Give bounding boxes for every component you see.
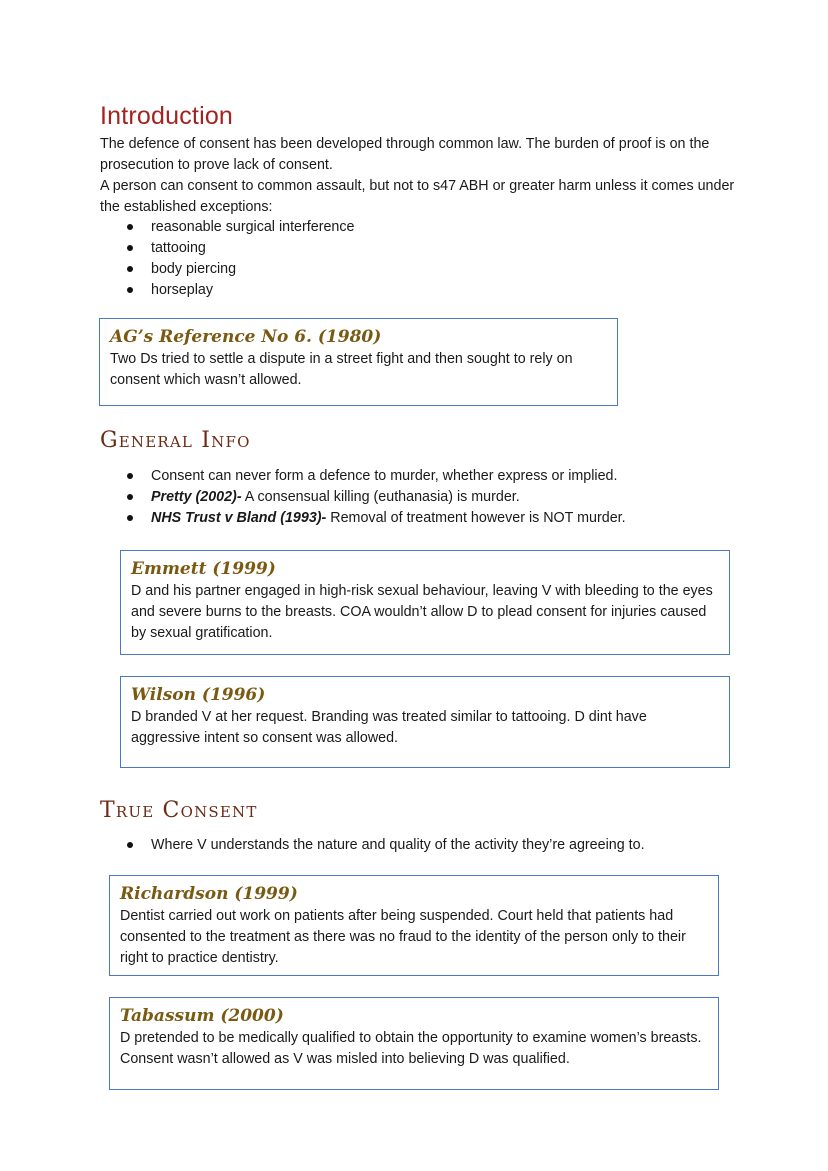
case-citation: Pretty (2002)- (151, 489, 242, 505)
case-summary: Dentist carried out work on patients after being suspended. Court held that patients had consented to the treatment as there was no fraud to the identity of the person only to their right to practice dentistry. (120, 908, 686, 966)
bullet-icon (127, 287, 133, 293)
list-item: NHS Trust v Bland (1993)- Removal of treatment however is NOT murder. (127, 508, 687, 529)
case-title: AG’s Reference No 6. (1980) (110, 327, 382, 347)
list-item: body piercing (127, 259, 354, 280)
bullet-icon (127, 245, 133, 251)
bullet-icon (127, 494, 133, 500)
case-title: Richardson (1999) (120, 884, 298, 904)
case-box-richardson (109, 875, 719, 976)
case-box-tabassum (109, 997, 719, 1090)
true-consent-heading: True Consent (100, 798, 258, 823)
true-consent-list (127, 835, 727, 856)
introduction-heading: Introduction (100, 102, 234, 130)
bullet-icon (127, 473, 133, 479)
case-box-ag-reference (99, 318, 618, 406)
case-title: Tabassum (2000) (120, 1006, 284, 1026)
bullet-icon (127, 266, 133, 272)
bullet-icon (127, 515, 133, 521)
general-info-heading: General Info (100, 428, 251, 453)
general-info-list (127, 466, 687, 529)
case-summary: D branded V at her request. Branding was treated similar to tattooing. D dint have aggressive intent so consent was allowed. (131, 709, 647, 746)
case-summary: D and his partner engaged in high-risk sexual behaviour, leaving V with bleeding to the eyes and severe burns to the breasts. COA wouldn’t allow D to plead consent for injuries caused by sexual gratification. (131, 583, 713, 641)
case-box-wilson (120, 676, 730, 768)
intro-paragraph-exceptions: A person can consent to common assault, but not to s47 ABH or greater harm unless it comes under the established exceptions: (100, 178, 735, 215)
list-item: Consent can never form a defence to murder, whether express or implied. (127, 466, 687, 487)
case-title: Emmett (1999) (131, 559, 276, 579)
case-summary: Two Ds tried to settle a dispute in a street fight and then sought to rely on consent which wasn’t allowed. (110, 351, 573, 388)
case-citation: NHS Trust v Bland (1993)- (151, 510, 327, 526)
list-item: Pretty (2002)- A consensual killing (euthanasia) is murder. (127, 487, 687, 508)
list-item: tattooing (127, 238, 354, 259)
case-box-emmett (120, 550, 730, 655)
case-summary: D pretended to be medically qualified to obtain the opportunity to examine women’s breasts. Consent wasn’t allowed as V was misled into believing D was qualified. (120, 1030, 702, 1067)
case-title: Wilson (1996) (131, 685, 266, 705)
list-item: horseplay (127, 280, 354, 301)
list-item: reasonable surgical interference (127, 217, 354, 238)
bullet-icon (127, 224, 133, 230)
bullet-icon (127, 842, 133, 848)
exceptions-list (127, 217, 354, 301)
list-item: Where V understands the nature and quality of the activity they’re agreeing to. (127, 835, 727, 856)
intro-paragraph-burden: The defence of consent has been developed through common law. The burden of proof is on the prosecution to prove lack of consent. (100, 136, 710, 173)
